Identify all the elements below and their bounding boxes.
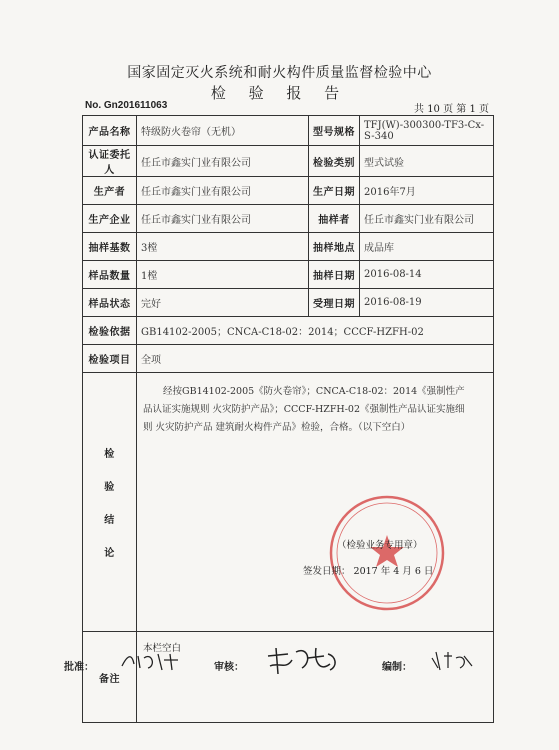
conclusion-label-char: 论: [104, 548, 115, 559]
signature-footer: [64, 652, 493, 682]
table-row: [83, 317, 494, 345]
product-name-label: 产品名称: [83, 116, 137, 146]
sample-date-value: 2016-08-14: [360, 261, 494, 289]
sampler-label: 抽样者: [309, 205, 360, 233]
table-row: [83, 373, 494, 632]
sampler-value: 任丘市鑫实门业有限公司: [360, 205, 494, 233]
review-label: 审核：: [214, 662, 244, 673]
factory-value: 任丘市鑫实门业有限公司: [137, 205, 309, 233]
factory-label: 生产企业: [83, 205, 137, 233]
conclusion-text: 经按GB14102-2005《防火卷帘》；CNCA-C18-02：2014《强制性产品认证实施规则 火灾防护产品》；CCCF-HZFH-02《强制性产品认证实施细则 火灾防护产品 建筑耐火构件产品》检验，合格。（以下空白）: [143, 386, 465, 433]
conclusion-cell: [137, 373, 494, 632]
test-type-label: 检验类别: [309, 146, 360, 177]
report-title: 检 验 报 告: [210, 84, 349, 102]
sample-qty-label: 样品数量: [83, 261, 137, 289]
conclusion-label-char: 检: [104, 449, 115, 460]
report-number: No. Gn201611063: [85, 100, 168, 111]
receive-date-label: 受理日期: [309, 289, 360, 317]
conclusion-label-char: 验: [104, 482, 115, 493]
compile-label: 编制：: [382, 662, 412, 673]
remarks-label: 备注: [83, 632, 137, 723]
items-label: 检验项目: [83, 345, 137, 373]
sample-base-label: 抽样基数: [83, 233, 137, 261]
report-table: [82, 115, 494, 723]
conclusion-label-char: 结: [104, 515, 115, 526]
receive-date-value: 2016-08-19: [360, 289, 494, 317]
table-row: [83, 205, 494, 233]
sample-base-value: 3樘: [137, 233, 309, 261]
conclusion-label: [83, 373, 137, 632]
sample-state-label: 样品状态: [83, 289, 137, 317]
table-row: [83, 146, 494, 177]
sample-state-value: 完好: [137, 289, 309, 317]
compiler-signature-icon: [428, 648, 476, 674]
table-row: [83, 116, 494, 146]
manufacturer-label: 生产者: [83, 177, 137, 205]
client-label: 认证委托人: [83, 146, 137, 177]
prod-date-label: 生产日期: [309, 177, 360, 205]
seal-label: （检验业务专用章）: [337, 540, 423, 551]
product-name-value: 特级防火卷帘（无机）: [137, 116, 309, 146]
basis-value: GB14102-2005；CNCA-C18-02：2014；CCCF-HZFH-02: [137, 317, 494, 345]
table-row: [83, 345, 494, 373]
items-value: 全项: [137, 345, 494, 373]
sample-place-label: 抽样地点: [309, 233, 360, 261]
page-info: 共 10 页 第 1 页: [414, 104, 489, 115]
sample-place-value: 成品库: [360, 233, 494, 261]
official-seal-stamp: [327, 493, 447, 613]
test-type-value: 型式试验: [360, 146, 494, 177]
organization-name: 国家固定灭火系统和耐火构件质量监督检验中心: [127, 65, 432, 81]
client-value: 任丘市鑫实门业有限公司: [137, 146, 309, 177]
table-row: [83, 289, 494, 317]
approve-label: 批准：: [64, 662, 94, 673]
remarks-value: 本栏空白: [143, 643, 182, 654]
model-label: 型号规格: [309, 116, 360, 146]
sample-qty-value: 1樘: [137, 261, 309, 289]
table-row: [83, 177, 494, 205]
table-row: [83, 233, 494, 261]
sign-date: 签发日期： 2017 年 4 月 6 日: [303, 566, 434, 577]
sample-date-label: 抽样日期: [309, 261, 360, 289]
table-row: [83, 261, 494, 289]
model-value: TFJ(W)-300300-TF3-Cx-S-340: [360, 116, 494, 146]
manufacturer-value: 任丘市鑫实门业有限公司: [137, 177, 309, 205]
basis-label: 检验依据: [83, 317, 137, 345]
prod-date-value: 2016年7月: [360, 177, 494, 205]
approver-signature-icon: [118, 648, 188, 674]
reviewer-signature-icon: [264, 644, 344, 678]
